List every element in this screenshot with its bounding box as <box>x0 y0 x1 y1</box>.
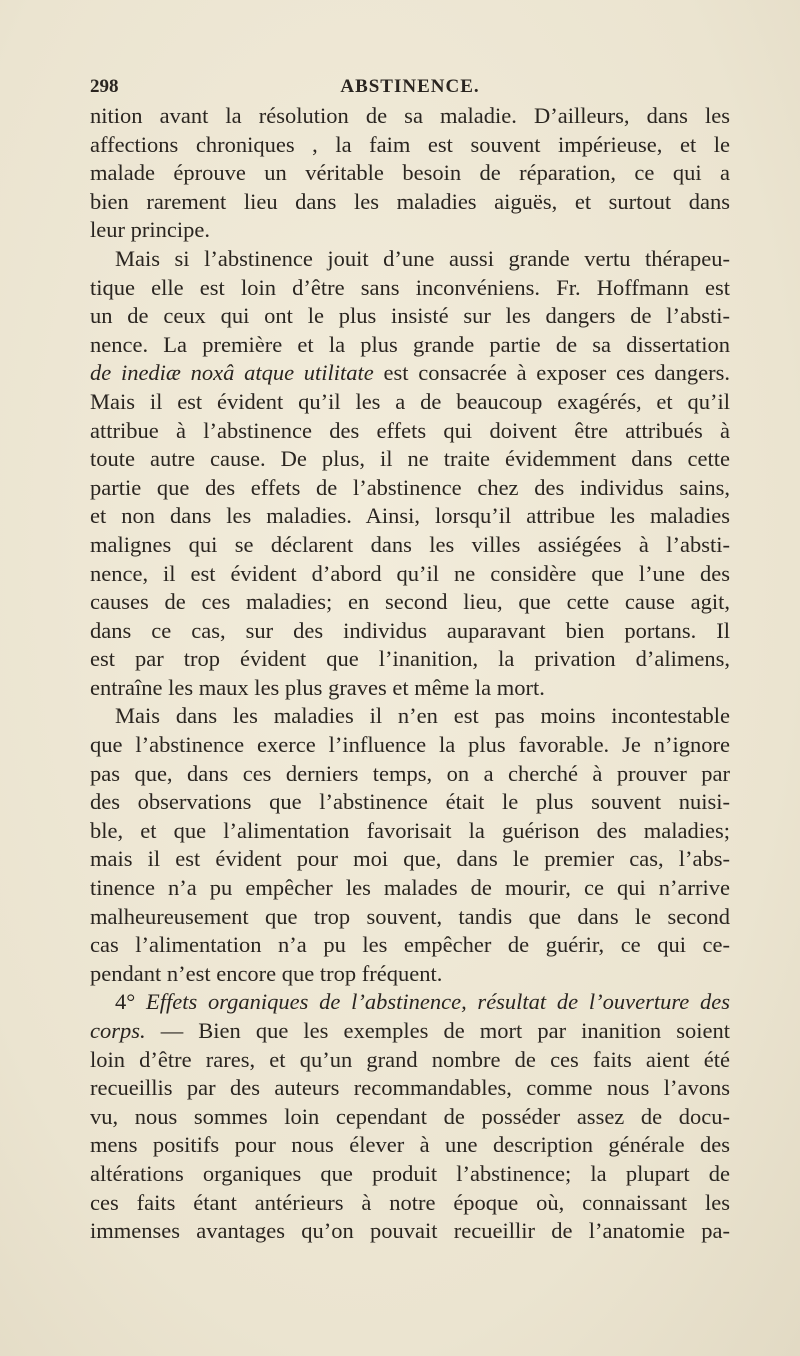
text-run: leur principe. <box>90 217 210 243</box>
text-run: Mais il est évident qu’il les a de beaucoup exagérés, et qu’il <box>90 388 730 414</box>
text-line <box>90 731 730 760</box>
text-run: causes de ces maladies; en second lieu, que cette cause agit, <box>90 589 730 615</box>
text-line <box>90 1017 730 1046</box>
text-line <box>90 445 730 474</box>
text-line <box>90 388 730 417</box>
text-line <box>90 788 730 817</box>
text-line <box>90 502 730 531</box>
running-title: ABSTINENCE. <box>340 76 480 97</box>
text-run: dans ce cas, sur des individus auparavant bien portans. Il <box>90 617 730 643</box>
text-line <box>90 845 730 874</box>
text-run: que l’abstinence exerce l’influence la plus favorable. Je n’ignore <box>90 732 730 758</box>
page-number: 298 <box>90 76 119 97</box>
text-run: cas l’alimentation n’a pu les empêcher de guérir, ce qui ce- <box>90 932 730 958</box>
text-line <box>90 188 730 217</box>
text-run: pas que, dans ces derniers temps, on a cherché à prouver par <box>90 760 730 786</box>
text-run: tique elle est loin d’être sans inconvéniens. Fr. Hoffmann est <box>90 274 730 300</box>
text-line <box>90 1217 730 1246</box>
text-line <box>90 617 730 646</box>
text-line <box>90 216 730 245</box>
text-run: mais il est évident pour moi que, dans le premier cas, l’abs- <box>90 846 730 872</box>
text-run: Mais dans les maladies il n’en est pas moins incontestable <box>115 703 730 729</box>
text-run: et non dans les maladies. Ainsi, lorsqu’il attribue les maladies <box>90 503 730 529</box>
text-line <box>90 1046 730 1075</box>
text-run: — Bien que les exemples de mort par inanition soient <box>145 1018 730 1043</box>
text-run: bien rarement lieu dans les maladies aiguës, et surtout dans <box>90 188 730 214</box>
italic-run: Effets organiques de l’abstinence, résultat de l’ouverture des <box>146 989 731 1015</box>
text-run: est consacrée à exposer ces dangers. <box>373 360 731 386</box>
text-line <box>90 903 730 932</box>
text-run: 4° <box>115 989 146 1015</box>
text-line <box>90 1103 730 1132</box>
text-line <box>90 531 730 560</box>
text-line <box>90 1131 730 1160</box>
text-run: toute autre cause. De plus, il ne traite évidemment dans cette <box>90 446 730 472</box>
text-line <box>90 159 730 188</box>
text-line <box>90 474 730 503</box>
text-run: tinence n’a pu empêcher les malades de mourir, ce qui n’arrive <box>90 875 730 901</box>
text-line <box>90 1189 730 1218</box>
text-run: ces faits étant antérieurs à notre époque où, connaissant les <box>90 1189 730 1215</box>
page-header <box>90 72 730 102</box>
text-line <box>90 817 730 846</box>
text-line <box>90 1074 730 1103</box>
text-line <box>90 102 730 131</box>
text-line <box>90 645 730 674</box>
text-run: attribue à l’abstinence des effets qui doivent être attribués à <box>90 417 730 443</box>
text-run: entraîne les maux les plus graves et même la mort. <box>90 674 545 700</box>
text-line <box>90 674 730 703</box>
text-line <box>90 131 730 160</box>
italic-run: corps. <box>90 1018 146 1043</box>
text-run: loin d’être rares, et qu’un grand nombre de ces faits aient été <box>90 1046 730 1072</box>
text-line <box>90 960 730 989</box>
text-run: est par trop évident que l’inanition, la privation d’alimens, <box>90 646 730 672</box>
italic-run: de inediæ noxâ atque utilitate <box>90 360 374 386</box>
text-line <box>90 417 730 446</box>
text-line <box>90 1160 730 1189</box>
text-run: affections chroniques , la faim est souvent impérieuse, et le <box>90 131 730 157</box>
text-line <box>90 331 730 360</box>
text-run: nence, il est évident d’abord qu’il ne considère que l’une des <box>90 560 730 586</box>
body-text <box>90 102 730 1246</box>
text-line <box>90 760 730 789</box>
text-run: malignes qui se déclarent dans les villes assiégées à l’absti- <box>90 531 730 557</box>
text-line <box>90 560 730 589</box>
text-run: immenses avantages qu’on pouvait recueillir de l’anatomie pa- <box>90 1218 730 1244</box>
text-run: altérations organiques que produit l’abstinence; la plupart de <box>90 1160 730 1186</box>
text-line <box>90 874 730 903</box>
text-run: ble, et que l’alimentation favorisait la guérison des maladies; <box>90 817 730 843</box>
text-run: malade éprouve un véritable besoin de réparation, ce qui a <box>90 160 730 186</box>
text-run: nence. La première et la plus grande partie de sa dissertation <box>90 331 730 357</box>
text-run: partie que des effets de l’abstinence chez des individus sains, <box>90 474 730 500</box>
text-line <box>90 302 730 331</box>
text-run: des observations que l’abstinence était le plus souvent nuisi- <box>90 789 730 815</box>
text-run: malheureusement que trop souvent, tandis que dans le second <box>90 903 730 929</box>
text-run: vu, nous sommes loin cependant de posséder assez de docu- <box>90 1103 730 1129</box>
text-line <box>90 931 730 960</box>
text-line <box>90 274 730 303</box>
text-run: un de ceux qui ont le plus insisté sur les dangers de l’absti- <box>90 303 730 329</box>
text-line <box>90 245 730 274</box>
text-line <box>90 588 730 617</box>
text-run: nition avant la résolution de sa maladie. D’ailleurs, dans les <box>90 103 730 128</box>
text-line <box>90 359 730 388</box>
text-run: Mais si l’abstinence jouit d’une aussi grande vertu thérapeu- <box>115 245 730 271</box>
text-line <box>90 988 730 1017</box>
text-run: recueillis par des auteurs recommandables, comme nous l’avons <box>90 1075 730 1101</box>
text-run: pendant n’est encore que trop fréquent. <box>90 960 443 986</box>
text-run: mens positifs pour nous élever à une description générale des <box>90 1132 730 1158</box>
text-line <box>90 702 730 731</box>
